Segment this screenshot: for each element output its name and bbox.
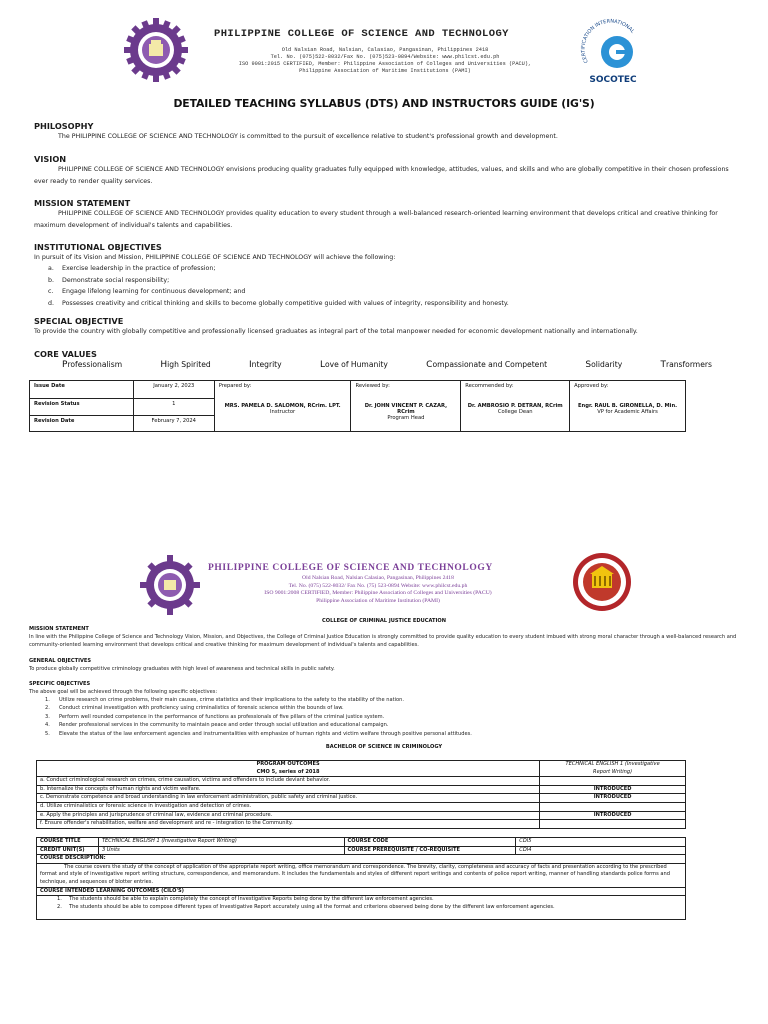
- core-value-initial: P: [62, 360, 68, 370]
- list-marker: 4.: [45, 722, 50, 729]
- prerequisite-value: CDI4: [516, 846, 686, 855]
- recommended-by-label: Recommended by:: [465, 383, 514, 389]
- credit-units-label: CREDIT UNIT(S): [37, 846, 99, 855]
- recommended-by-role: College Dean: [497, 409, 533, 415]
- reviewed-by-name: Dr. JOHN VINCENT P. CAZAR, RCrim: [364, 403, 448, 415]
- outcome-mark: INTRODUCED: [540, 811, 686, 820]
- core-value: [320, 360, 388, 370]
- table-header-row: [37, 761, 686, 777]
- outcome-text: d. Utilize criminalistics or forensic science in investigation and detection of crimes.: [37, 802, 540, 811]
- school-name: PHILIPPINE COLLEGE OF SCIENCE AND TECHNOLOGY: [214, 28, 509, 40]
- table-row: [37, 896, 686, 920]
- school-address-page2: [208, 575, 548, 605]
- institutional-objectives-heading: INSTITUTIONAL OBJECTIVES: [34, 242, 162, 252]
- core-value-rest: rofessionalism: [67, 360, 123, 369]
- core-value-rest: ntegrity: [251, 360, 282, 369]
- list-item: [29, 704, 729, 712]
- program-outcomes-table: [36, 760, 686, 829]
- outcome-text: f. Ensure offender's rehabilitation, welfare and development and re - integration to the Community.: [37, 820, 540, 829]
- institutional-objectives-intro: In pursuit of its Vision and Mission, PHILIPPINE COLLEGE OF SCIENCE AND TECHNOLOGY will achieve the following:: [34, 254, 396, 261]
- list-marker: 2.: [45, 705, 50, 712]
- recommended-by-cell: [461, 381, 570, 432]
- prepared-by-role: Instructor: [270, 409, 296, 415]
- mission-heading: MISSION STATEMENT: [34, 198, 131, 208]
- list-item: [34, 263, 754, 275]
- course-info-table: [36, 837, 686, 920]
- core-value: [62, 360, 122, 370]
- outcome-text: c. Demonstrate competence and broad understanding in law enforcement administration, public safety and criminal justice.: [37, 794, 540, 803]
- core-value: [585, 360, 622, 370]
- core-value-initial: I: [249, 360, 252, 370]
- general-objectives-heading: GENERAL OBJECTIVES: [29, 658, 92, 664]
- table-row: [37, 863, 686, 887]
- list-marker: b.: [48, 276, 54, 284]
- clo-marker: 2.: [57, 903, 62, 910]
- college-title: COLLEGE OF CRIMINAL JUSTICE EDUCATION: [322, 618, 446, 624]
- list-item-text: Utilize research on crime problems, their main causes, crime statistics and their implications to the safety to the stability of the nation.: [59, 697, 404, 703]
- core-value: [426, 360, 547, 370]
- table-row: [37, 846, 686, 855]
- core-values-heading: CORE VALUES: [34, 349, 97, 359]
- criminology-department-seal: [570, 552, 634, 612]
- specific-objectives-heading: SPECIFIC OBJECTIVES: [29, 681, 91, 687]
- list-item-text: Render professional services in the community to maintain peace and order through social utilization and educational campaign.: [59, 722, 389, 729]
- school-address: [205, 47, 565, 75]
- clo-label: COURSE INTENDED LEARNING OUTCOMES (CILO'S): [37, 887, 686, 896]
- address-line: Tel. No. (075)522-8032/Fax No. (075)523-0894/Website: www.philcst.edu.ph: [270, 54, 500, 60]
- course-title-value: TECHNICAL ENGLISH 1 (Investigative Report Writing): [98, 838, 344, 847]
- list-item: [29, 696, 729, 704]
- list-marker: a.: [48, 265, 54, 272]
- core-value: [660, 360, 712, 370]
- list-item-text: Conduct criminal investigation with proficiency using criminalistics of forensic science within the bounds of law.: [59, 705, 344, 712]
- list-item-text: Exercise leadership in the practice of profession;: [62, 265, 216, 272]
- prepared-by-cell: [214, 381, 351, 432]
- course-code-value: CDI5: [516, 838, 686, 847]
- credit-units-value: 3 Units: [98, 846, 344, 855]
- issue-date-value: January 2, 2023: [133, 381, 214, 399]
- list-item: [34, 298, 754, 310]
- table-row: [37, 820, 686, 829]
- special-objective-heading: SPECIAL OBJECTIVE: [34, 316, 124, 326]
- revision-status-value: 1: [133, 399, 214, 416]
- outcome-text: b. Internalize the concepts of human rights and victim welfare.: [37, 785, 540, 794]
- address-line: Philippine Association of Maritime Institutions (PAMI): [299, 68, 471, 74]
- reviewed-by-label: Reviewed by:: [355, 383, 390, 389]
- philosophy-heading: PHILOSOPHY: [34, 121, 94, 131]
- approved-by-name: Engr. RAUL B. GIRONELLA, D. Min.: [578, 403, 678, 409]
- core-value-initial: H: [160, 360, 168, 370]
- revision-status-label: Revision Status: [30, 399, 134, 416]
- po-course-header-cell: [540, 761, 686, 777]
- po-course-header-2: Report Writing): [593, 768, 633, 775]
- vision-text: PHILIPPINE COLLEGE OF SCIENCE AND TECHNOLOGY envisions producing quality graduates fully equipped with knowledge, attitudes, values, and skills and who are globally competitive in their chosen professions ever ready to render quality services.: [34, 166, 729, 185]
- vision-heading: VISION: [34, 154, 67, 164]
- specific-objectives-intro: The above goal will be achieved through the following specific objectives:: [29, 689, 218, 695]
- philosophy-text: The PHILIPPINE COLLEGE OF SCIENCE AND TECHNOLOGY is committed to the pursuit of excellence relative to student's professional growth and development.: [58, 133, 558, 140]
- list-item-text: Elevate the status of the law enforcement agencies and instrumentalities with emphasize of human rights and victim welfare through positive personal attitudes.: [59, 730, 472, 737]
- clo-item: [57, 904, 682, 912]
- course-title-label: COURSE TITLE: [37, 838, 99, 847]
- p2-mission-heading: MISSION STATEMENT: [29, 626, 89, 632]
- core-value-rest: ransformers: [665, 360, 712, 369]
- address-line: Old Nalsian Road, Nalsian, Calasiao, Pangasinan, Philippines 2418: [281, 47, 489, 53]
- list-marker: 3.: [45, 713, 50, 720]
- approved-by-cell: [570, 381, 686, 432]
- core-value-initial: C: [426, 360, 433, 370]
- address-line: Old Nalsian Road, Nalsian Calasiao, Pangasinan, Philippines 2418: [302, 575, 454, 581]
- list-marker: d.: [48, 299, 54, 307]
- core-value-initial: L: [319, 360, 325, 370]
- list-item-text: Engage lifelong learning for continuous development; and: [62, 288, 246, 295]
- prepared-by-name: MRS. PAMELA D. SALOMON, RCrim. LPT.: [224, 403, 341, 409]
- list-item: [29, 721, 729, 729]
- college-seal-logo-page2: [137, 555, 203, 615]
- clo-text: The students should be able to explain completely the concept of Investigative Reports being done by the different law enforcement agencies.: [69, 896, 434, 903]
- list-item: [34, 286, 754, 298]
- college-seal-logo: [124, 18, 188, 82]
- po-course-header-1: TECHNICAL ENGLISH 1 (Investigative: [565, 761, 660, 767]
- core-value-initial: S: [585, 360, 592, 370]
- list-item: [29, 713, 729, 721]
- revision-date-value: February 7, 2024: [133, 416, 214, 432]
- core-value-rest: ompassionate and Competent: [432, 360, 548, 369]
- outcome-text: e. Apply the principles and jurisprudence of criminal law, evidence and criminal procedure.: [37, 811, 540, 820]
- reviewed-by-role: Program Head: [387, 415, 425, 421]
- address-line: ISO 9001:2008 CERTIFIED, Member: Philippine Association of Colleges and Universities (PACU): [264, 590, 492, 597]
- outcome-mark: [540, 802, 686, 811]
- recommended-by-name: Dr. AMBROSIO P. DETRAN, RCrim: [467, 403, 563, 409]
- general-objectives-text: To produce globally competitive criminology graduates with high level of awareness and technical skills in public safety.: [29, 666, 335, 672]
- program-title: BACHELOR OF SCIENCE IN CRIMINOLOGY: [325, 744, 443, 750]
- table-row: [37, 811, 686, 820]
- revision-approval-table: [29, 380, 686, 432]
- core-value-rest: igh Spirited: [167, 360, 211, 369]
- prerequisite-label: COURSE PREREQUISITE / CO-REQUISITE: [344, 846, 516, 855]
- clo-text: The students should be able to compose different types of Investigative Report accurately using all the format and criterions observed being done by the different law enforcement agencies.: [69, 903, 555, 910]
- core-value-rest: olidarity: [591, 360, 623, 369]
- list-item: [29, 730, 729, 738]
- list-marker: c.: [48, 288, 54, 295]
- approved-by-role: VP for Academic Affairs: [597, 409, 658, 415]
- core-value: [249, 360, 282, 370]
- prepared-by-label: Prepared by:: [218, 383, 252, 389]
- table-row: [30, 381, 686, 399]
- socotec-certification-logo: [576, 16, 646, 88]
- core-values-row: [62, 360, 712, 370]
- institutional-objectives-list: [34, 263, 754, 309]
- address-line: ISO 9001:2015 CERTIFIED, Member: Philippine Association of Colleges and Universities (PACU),: [238, 61, 532, 67]
- course-description-label: COURSE DESCRIPTION:: [37, 855, 686, 864]
- mission-text: PHILIPPINE COLLEGE OF SCIENCE AND TECHNOLOGY provides quality education to every student through a well-balanced research-oriented learning environment that develops critical and creative thinking for maximum development of individual's talents and capabilities.: [34, 210, 718, 229]
- approved-by-label: Approved by:: [574, 383, 609, 389]
- table-row: [37, 794, 686, 803]
- list-item-text: Perform well rounded competence in the performance of functions as professionals of five pillars of the criminal justice system.: [59, 713, 385, 720]
- clo-item: [57, 896, 682, 904]
- core-value-rest: ove of Humanity: [324, 360, 388, 369]
- issue-date-label: Issue Date: [30, 381, 134, 399]
- list-marker: 5.: [45, 730, 50, 737]
- table-row: [37, 838, 686, 847]
- po-header-1: PROGRAM OUTCOMES: [256, 761, 320, 767]
- reviewed-by-cell: [351, 381, 461, 432]
- special-objective-text: To provide the country with globally competitive and professionally licensed graduates as integral part of the total manpower needed for economic development nationally and internationally.: [34, 328, 638, 335]
- po-header-cell: [37, 761, 540, 777]
- school-name-page2: PHILIPPINE COLLEGE OF SCIENCE AND TECHNOLOGY: [208, 563, 493, 573]
- cert-logo-text: SOCOTEC: [589, 75, 637, 85]
- course-description-text: The course covers the study of the concept of application of the appropriate report writing, office memorandum and correspondence. The brevity, clarity, completeness and accuracy of facts and presentation according to the prescribed format and style of investigative report writing structure, correspondence, and memorandum. It includes the fundamentals and styles of different report writings and contents of police report writing, manner of handling standards police forms and technique, and sequences of blotter entries.: [37, 863, 686, 887]
- table-row: [37, 785, 686, 794]
- list-item-text: Possesses creativity and critical thinking and skills to become globally competitive guided with values of integrity, responsibility and honesty.: [62, 299, 509, 307]
- table-row: [37, 777, 686, 786]
- list-marker: 1.: [45, 697, 50, 703]
- specific-objectives-list: [29, 696, 729, 738]
- p2-mission-text: In line with the Philippine College of Science and Technology Vision, Mission, and Objectives, the College of Criminal Justice Education is strongly committed to provide quality education to every student imbued with strong moral character through a well-balanced research and community-oriented learning environment that develops critical and creative thinking for maximum development of individual's talents and capabilities.: [29, 634, 737, 649]
- outcome-mark: [540, 820, 686, 829]
- course-code-label: COURSE CODE: [344, 838, 516, 847]
- list-item: [34, 275, 754, 287]
- clo-marker: 1.: [57, 896, 62, 903]
- outcome-mark: INTRODUCED: [540, 794, 686, 803]
- revision-date-label: Revision Date: [30, 416, 134, 432]
- core-value: [160, 360, 210, 370]
- document-title: DETAILED TEACHING SYLLABUS (DTS) AND INSTRUCTORS GUIDE (IG'S): [173, 97, 595, 110]
- table-row: [37, 887, 686, 896]
- outcome-text: a. Conduct criminological research on crimes, crime causation, victims and offenders to include deviant behavior.: [37, 777, 540, 786]
- table-row: [37, 855, 686, 864]
- table-row: [37, 802, 686, 811]
- list-item-text: Demonstrate social responsibility;: [62, 276, 170, 284]
- cert-ring-text: CERTIFICATION INTERNATIONAL: [580, 18, 636, 64]
- address-line: Tel. No. (075) 522-8032/ Fax No. (75) 523-0894 Website: www.philcst.edu.ph: [288, 582, 468, 589]
- core-value-initial: T: [660, 360, 666, 370]
- outcome-mark: [540, 777, 686, 786]
- address-line: Philippine Association of Maritime Institution (PAMI): [316, 597, 440, 604]
- po-header-2: CMO 5, series of 2018: [256, 768, 320, 775]
- outcome-mark: INTRODUCED: [540, 785, 686, 794]
- clo-list-cell: [37, 896, 686, 920]
